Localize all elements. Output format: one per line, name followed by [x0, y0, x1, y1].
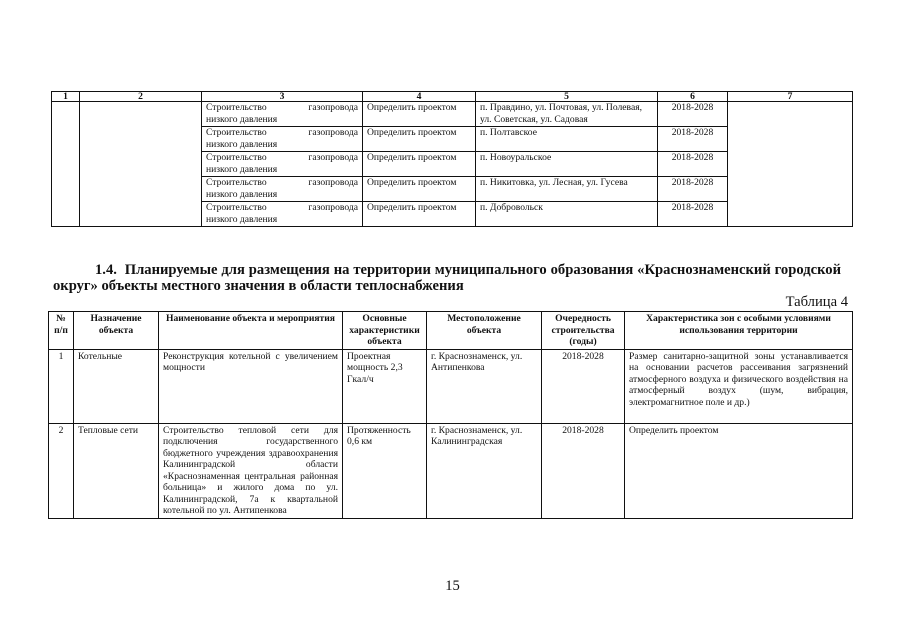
header-location: Местоположение объекта: [427, 312, 542, 350]
header-col-6: 6: [658, 92, 728, 102]
header-characteristics: Основные характеристики объекта: [343, 312, 427, 350]
characteristics-cell: Проектная мощность 2,3 Гкал/ч: [343, 349, 427, 423]
header-col-3: 3: [202, 92, 363, 102]
merged-num-cell: [52, 102, 80, 227]
characteristics-cell: Определить проектом: [363, 152, 476, 177]
period-cell: 2018-2028: [658, 152, 728, 177]
characteristics-cell: Определить проектом: [363, 202, 476, 227]
name-cell: Реконструкция котельной с увеличением мощности: [159, 349, 343, 423]
location-cell: п. Никитовка, ул. Лесная, ул. Гусева: [476, 177, 658, 202]
merged-zones-cell: [728, 102, 853, 227]
header-col-5: 5: [476, 92, 658, 102]
location-cell: п. Новоуральское: [476, 152, 658, 177]
header-purpose: Назначение объекта: [74, 312, 159, 350]
characteristics-cell: Определить проектом: [363, 177, 476, 202]
header-zones: Характеристика зон с особыми условиями использования территории: [625, 312, 853, 350]
zones-cell: Определить проектом: [625, 423, 853, 518]
header-name: Наименование объекта и мероприятия: [159, 312, 343, 350]
header-num: № п/п: [49, 312, 74, 350]
gas-pipeline-table: [51, 91, 853, 227]
purpose-cell: Тепловые сети: [74, 423, 159, 518]
object-cell: Строительство газопровода низкого давления: [202, 177, 363, 202]
section-number: 1.4.: [95, 262, 117, 278]
section-title: Планируемые для размещения на территории муниципального образования «Краснознаменский городской округ» объекты местного значения в области теплоснабжения: [53, 262, 842, 294]
location-cell: г. Краснознаменск, ул. Антипенкова: [427, 349, 542, 423]
characteristics-cell: Протяженность 0,6 км: [343, 423, 427, 518]
table-header-row: [49, 312, 853, 350]
period-cell: 2018-2028: [658, 202, 728, 227]
location-cell: п. Добровольск: [476, 202, 658, 227]
table-row: [49, 349, 853, 423]
table-row: [52, 102, 853, 127]
header-period: Очередность строительства (годы): [542, 312, 625, 350]
purpose-cell: Котельные: [74, 349, 159, 423]
table-header-row: [52, 92, 853, 102]
name-cell: Строительство тепловой сети для подключения государственного бюджетного учреждения здравоохранения Калининградской области «Краснознаменная центральная районная больница» и жилого дома по ул. Калининградской, 7а к квартальной котельной по ул. Антипенкова: [159, 423, 343, 518]
period-cell: 2018-2028: [542, 423, 625, 518]
characteristics-cell: Определить проектом: [363, 127, 476, 152]
location-cell: г. Краснознаменск, ул. Калининградская: [427, 423, 542, 518]
object-cell: Строительство газопровода низкого давления: [202, 102, 363, 127]
header-col-2: 2: [80, 92, 202, 102]
location-cell: п. Полтавское: [476, 127, 658, 152]
characteristics-cell: Определить проектом: [363, 102, 476, 127]
location-cell: п. Правдино, ул. Почтовая, ул. Полевая, ул. Советская, ул. Садовая: [476, 102, 658, 127]
period-cell: 2018-2028: [658, 102, 728, 127]
header-col-7: 7: [728, 92, 853, 102]
object-cell: Строительство газопровода низкого давления: [202, 127, 363, 152]
period-cell: 2018-2028: [658, 177, 728, 202]
period-cell: 2018-2028: [542, 349, 625, 423]
num-cell: 1: [49, 349, 74, 423]
table-caption: Таблица 4: [785, 294, 848, 310]
zones-cell: Размер санитарно-защитной зоны устанавливается на основании расчетов рассеивания загрязнений атмосферного воздуха и физического воздействия на атмосферный воздух (шум, вибрация, электромагнитное поле и др.): [625, 349, 853, 423]
header-col-4: 4: [363, 92, 476, 102]
page-number: 15: [445, 578, 460, 594]
section-heading: [53, 262, 841, 294]
period-cell: 2018-2028: [658, 127, 728, 152]
merged-purpose-cell: [80, 102, 202, 227]
table-row: [49, 423, 853, 518]
header-col-1: 1: [52, 92, 80, 102]
num-cell: 2: [49, 423, 74, 518]
object-cell: Строительство газопровода низкого давления: [202, 152, 363, 177]
object-cell: Строительство газопровода низкого давления: [202, 202, 363, 227]
heat-supply-table: [48, 311, 853, 519]
